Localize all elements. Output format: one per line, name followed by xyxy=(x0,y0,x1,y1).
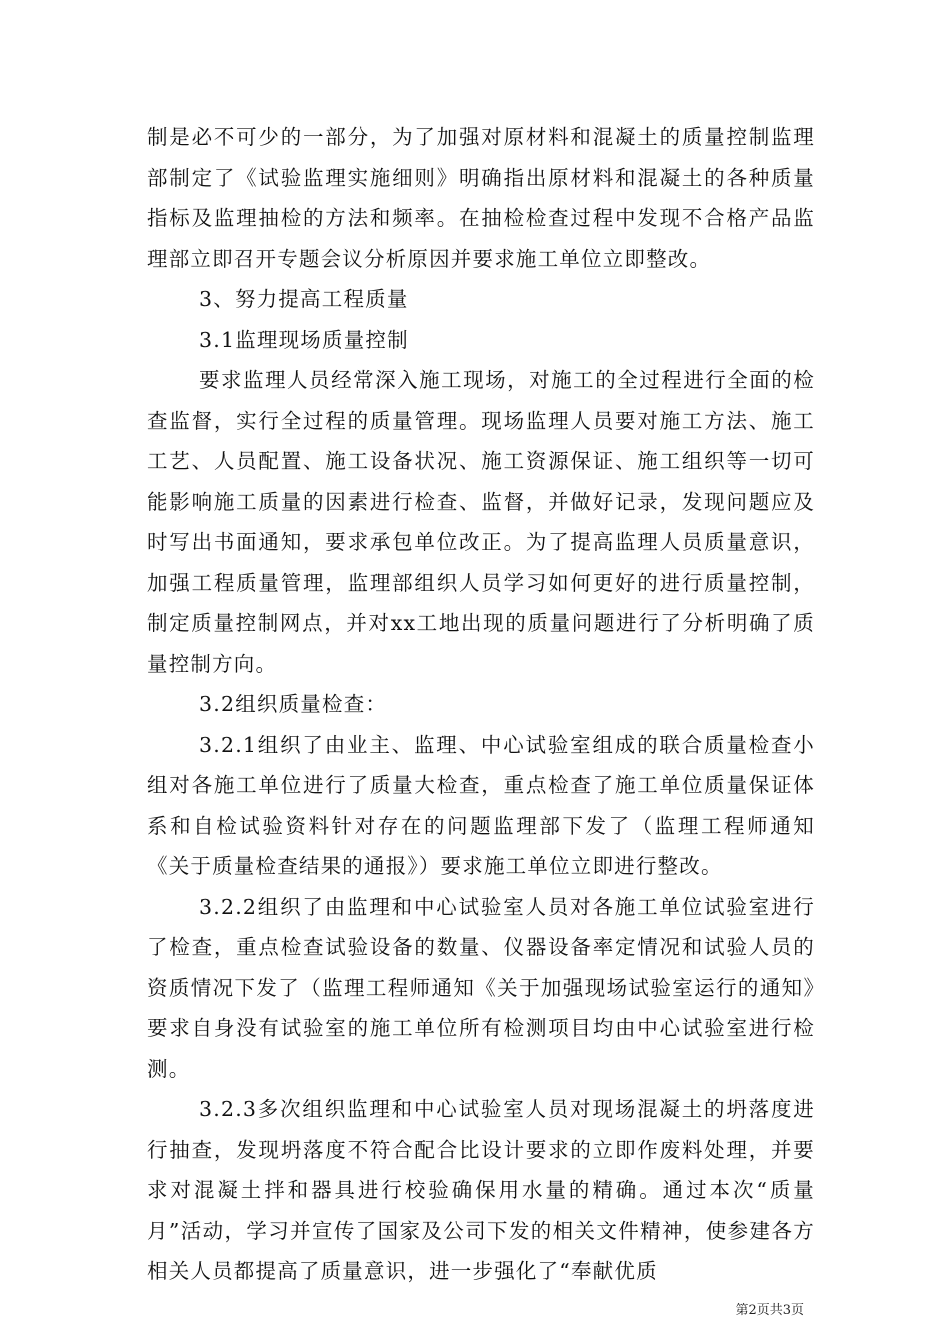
subsection-heading-3-2: 3.2组织质量检查： xyxy=(199,692,388,716)
page-number-footer: 第2页共3页 xyxy=(735,1303,804,1318)
paragraph-3-2-1: 3.2.1组织了由业主、监理、中心试验室组成的联合质量检查小组对各施工单位进行了质量大检查，重点检查了施工单位质量保证体系和自检试验资料针对存在的问题监理部下发了（监理工程师通知《关于质量检查结果的通报》）要求施工单位立即进行整改。 xyxy=(147,732,815,878)
paragraph-3-2-3: 3.2.3多次组织监理和中心试验室人员对现场混凝土的坍落度进行抽查，发现坍落度不符合配合比设计要求的立即作废料处理，并要求对混凝土拌和器具进行校验确保用水量的精确。通过本次“质量月”活动，学习并宣传了国家及公司下发的相关文件精神，使参建各方相关人员都提高了质量意识，进一步强化了“奉献优质 xyxy=(147,1097,815,1283)
paragraph-site-quality-control: 要求监理人员经常深入施工现场，对施工的全过程进行全面的检查监督，实行全过程的质量管理。现场监理人员要对施工方法、施工工艺、人员配置、施工设备状况、施工资源保证、施工组织等一切可能影响施工质量的因素进行检查、监督，并做好记录，发现问题应及时写出书面通知，要求承包单位改正。为了提高监理人员质量意识，加强工程质量管理，监理部组织人员学习如何更好的进行质量控制，制定质量控制网点，并对xx工地出现的质量问题进行了分析明确了质量控制方向。 xyxy=(147,368,815,676)
paragraph-3-2-2: 3.2.2组织了由监理和中心试验室人员对各施工单位试验室进行了检查，重点检查试验设备的数量、仪器设备率定情况和试验人员的资质情况下发了（监理工程师通知《关于加强现场试验室运行的通知》要求自身没有试验室的施工单位所有检测项目均由中心试验室进行检测。 xyxy=(147,894,815,1081)
section-heading-3: 3、努力提高工程质量 xyxy=(199,287,409,311)
document-body xyxy=(147,117,815,1292)
subsection-heading-3-1: 3.1监理现场质量控制 xyxy=(199,327,409,352)
paragraph-continuation: 制是必不可少的一部分，为了加强对原材料和混凝土的质量控制监理部制定了《试验监理实施细则》明确指出原材料和混凝土的各种质量指标及监理抽检的方法和频率。在抽检检查过程中发现不合格产品监理部立即召开专题会议分析原因并要求施工单位立即整改。 xyxy=(147,125,815,271)
